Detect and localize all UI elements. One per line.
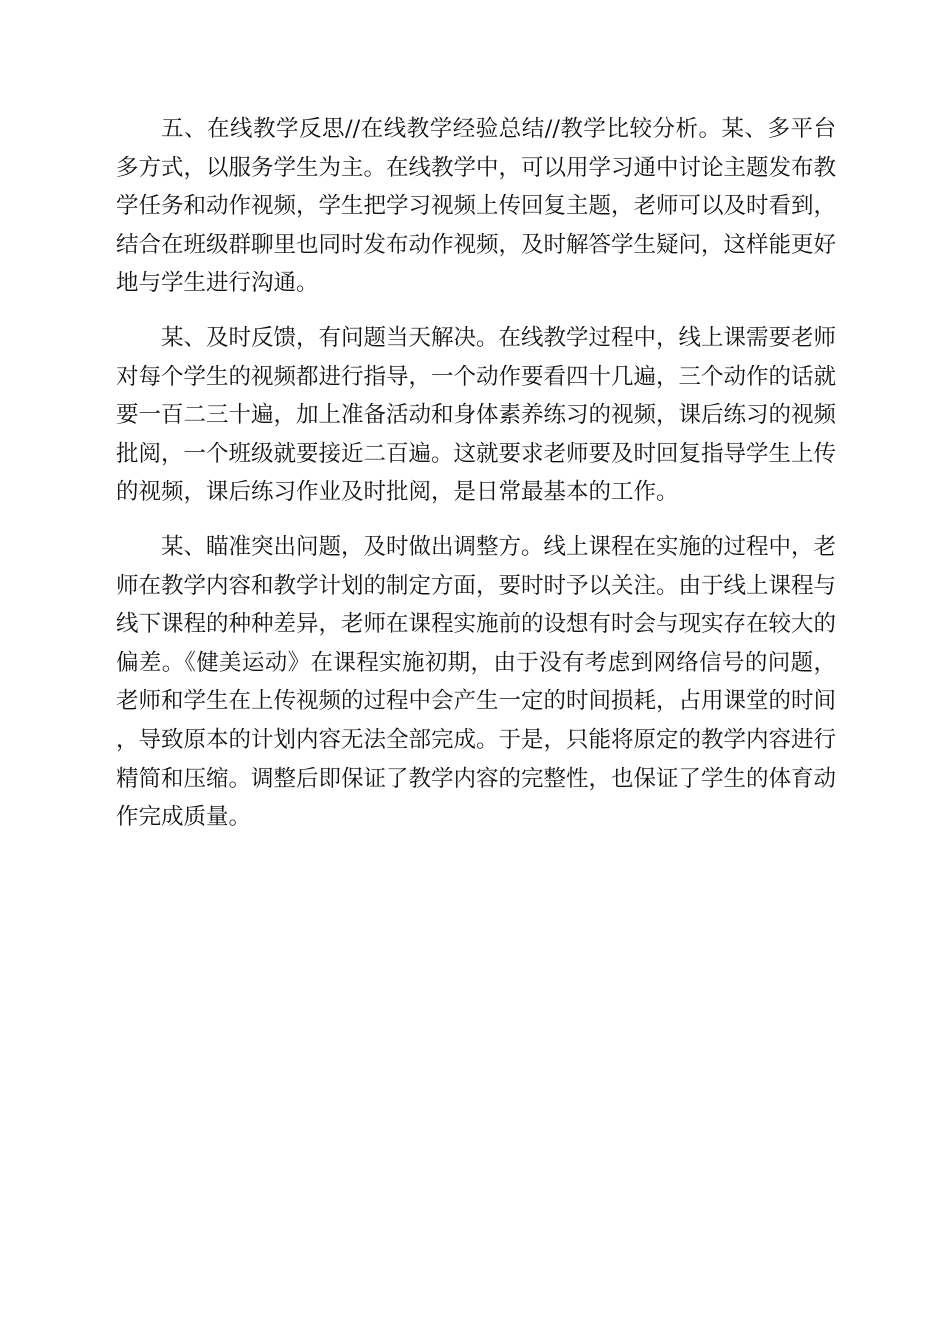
- paragraph-reflection: 五、在线教学反思//在线教学经验总结//教学比较分析。某、多平台多方式，以服务学生为主。在线教学中，可以用学习通中讨论主题发布教学任务和动作视频，学生把学习视频上传回复主题，老师可以及时看到，结合在班级群聊里也同时发布动作视频，及时解答学生疑问，这样能更好地与学生进行沟通。: [116, 116, 837, 297]
- paragraph-adjustment: 某、瞄准突出问题，及时做出调整方。线上课程在实施的过程中，老师在教学内容和教学计划的制定方面，要时时予以关注。由于线上课程与线下课程的种种差异，老师在课程实施前的设想有时会与现实存在较大的偏差。《健美运动》在课程实施初期，由于没有考虑到网络信号的问题，老师和学生在上传视频的过程中会产生一定的时间损耗，占用课堂的时间，导致原本的计划内容无法全部完成。于是，只能将原定的教学内容进行精简和压缩。调整后即保证了教学内容的完整性，也保证了学生的体育动作完成质量。: [116, 533, 837, 831]
- document-page: [116, 110, 836, 853]
- paragraph-feedback: 某、及时反馈，有问题当天解决。在线教学过程中，线上课需要老师对每个学生的视频都进行指导，一个动作要看四十几遍，三个动作的话就要一百二三十遍，加上准备活动和身体素养练习的视频，课后练习的视频批阅，一个班级就要接近二百遍。这就要求老师要及时回复指导学生上传的视频，课后练习作业及时批阅，是日常最基本的工作。: [116, 324, 837, 506]
